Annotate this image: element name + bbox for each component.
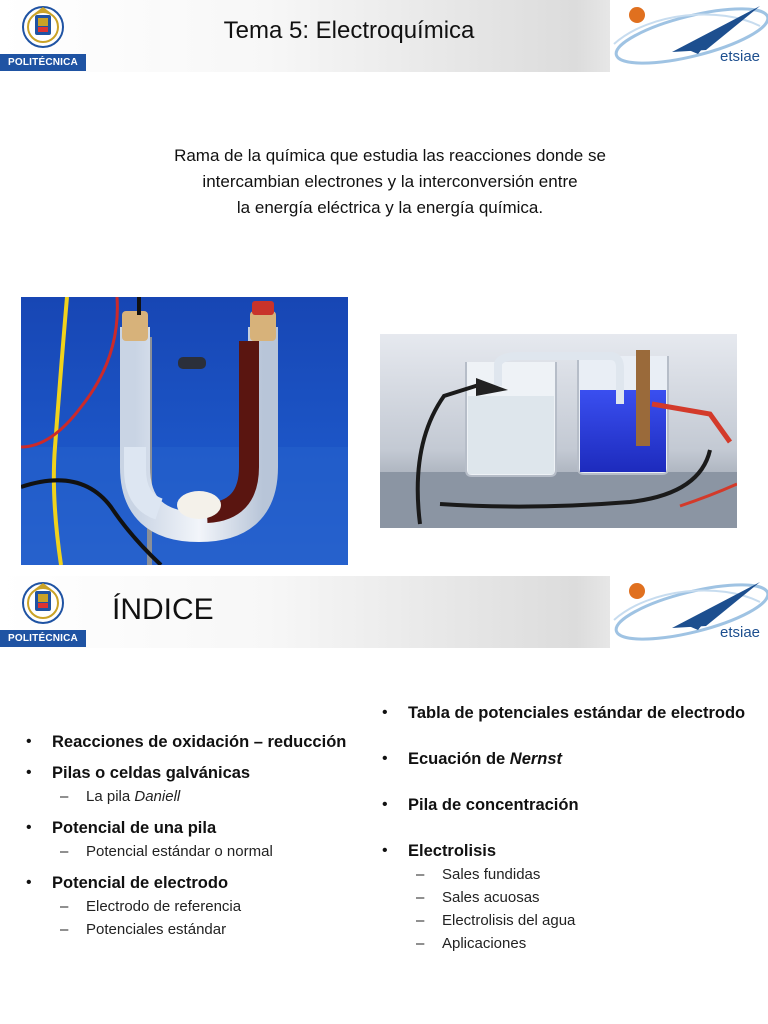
- toc-subitem: [52, 895, 352, 918]
- dash-icon: –: [416, 889, 425, 906]
- toc-subitem: [408, 863, 748, 886]
- toc-subitems: [52, 840, 352, 863]
- daniell-cell-beakers-photo: [380, 334, 737, 528]
- toc-item-label: Potencial de una pila: [52, 819, 217, 837]
- dash-icon: –: [60, 843, 69, 860]
- toc-subitem: [52, 840, 352, 863]
- slide-header: [0, 576, 768, 648]
- bullet-icon: •: [26, 733, 32, 750]
- etsiae-label: etsiae: [720, 48, 761, 65]
- toc-subitems: [52, 785, 352, 808]
- toc-left-column: [22, 731, 352, 950]
- toc-item-label: Potencial de electrodo: [52, 874, 229, 892]
- toc-item-label: Pilas o celdas galvánicas: [52, 764, 251, 782]
- dash-icon: –: [60, 788, 69, 805]
- toc-item: [22, 731, 352, 753]
- bullet-icon: •: [26, 764, 32, 781]
- toc-subitem-label: Potencial estándar o normal: [86, 843, 273, 860]
- bullet-icon: •: [382, 796, 388, 813]
- toc-item: [378, 794, 748, 816]
- slide-header: [0, 0, 768, 72]
- slide-title: ÍNDICE: [112, 593, 214, 626]
- upm-logo: [0, 0, 86, 72]
- upm-crest-icon: [22, 579, 64, 627]
- etsiae-logo: [610, 0, 768, 72]
- upm-label: POLITÉCNICA: [0, 630, 86, 647]
- dash-icon: –: [416, 912, 425, 929]
- toc-subitem: [52, 785, 352, 808]
- etsiae-label: etsiae: [720, 624, 761, 641]
- slide-2: [0, 576, 768, 1024]
- toc-subitem: [408, 909, 748, 932]
- toc-item-label: Pila de concentración: [408, 796, 579, 814]
- toc-subitem: [52, 918, 352, 941]
- toc-item-label: [408, 748, 748, 770]
- toc-subitems: [52, 895, 352, 941]
- intro-line: intercambian electrones y la interconversión entre: [202, 172, 578, 191]
- intro-line: la energía eléctrica y la energía química.: [236, 198, 544, 217]
- etsiae-logo: [610, 576, 768, 648]
- dash-icon: –: [60, 921, 69, 938]
- intro-line: Rama de la química que estudia las reacciones donde se: [174, 146, 606, 165]
- toc-subitems: [408, 863, 748, 955]
- toc-subitem: [408, 886, 748, 909]
- toc-subitem-label: Sales acuosas: [442, 889, 540, 906]
- toc-item-label-prefix: Ecuación de: [408, 750, 510, 768]
- toc-item-label: Reacciones de oxidación – reducción: [52, 733, 347, 751]
- dash-icon: –: [416, 935, 425, 952]
- toc-subitem-label: Potenciales estándar: [86, 921, 227, 938]
- toc-item: [378, 748, 748, 770]
- upm-label: POLITÉCNICA: [0, 54, 86, 71]
- toc-item: [378, 840, 748, 955]
- bullet-icon: •: [26, 819, 32, 836]
- bullet-icon: •: [26, 874, 32, 891]
- upm-crest-icon: [22, 3, 64, 51]
- toc-right-column: [378, 702, 748, 955]
- toc-subitem-label: Electrolisis del agua: [442, 912, 576, 929]
- dash-icon: –: [60, 898, 69, 915]
- toc-item: [378, 702, 748, 724]
- bullet-icon: •: [382, 842, 388, 859]
- slide-title: Tema 5: Electroquímica: [223, 17, 475, 44]
- toc-item-label: Electrolisis: [408, 842, 497, 860]
- toc-subitem-label: Sales fundidas: [442, 866, 541, 883]
- bullet-icon: •: [382, 750, 388, 767]
- toc-subitem-label: Aplicaciones: [442, 935, 527, 952]
- toc-item: [22, 872, 352, 941]
- dash-icon: –: [416, 866, 425, 883]
- toc-subitem-label: La pila Daniell: [86, 788, 181, 805]
- upm-logo: [0, 576, 86, 648]
- intro-text: [100, 143, 680, 221]
- toc-item: [22, 817, 352, 863]
- u-tube-electrolysis-photo: [21, 297, 348, 565]
- toc-item-label-italic: Nernst: [509, 750, 563, 768]
- toc-item: [22, 762, 352, 808]
- toc-subitem-label: Electrodo de referencia: [86, 898, 242, 915]
- toc-item-label: Tabla de potenciales estándar de electrodo: [408, 704, 746, 722]
- toc-subitem: [408, 932, 748, 955]
- bullet-icon: •: [382, 704, 388, 721]
